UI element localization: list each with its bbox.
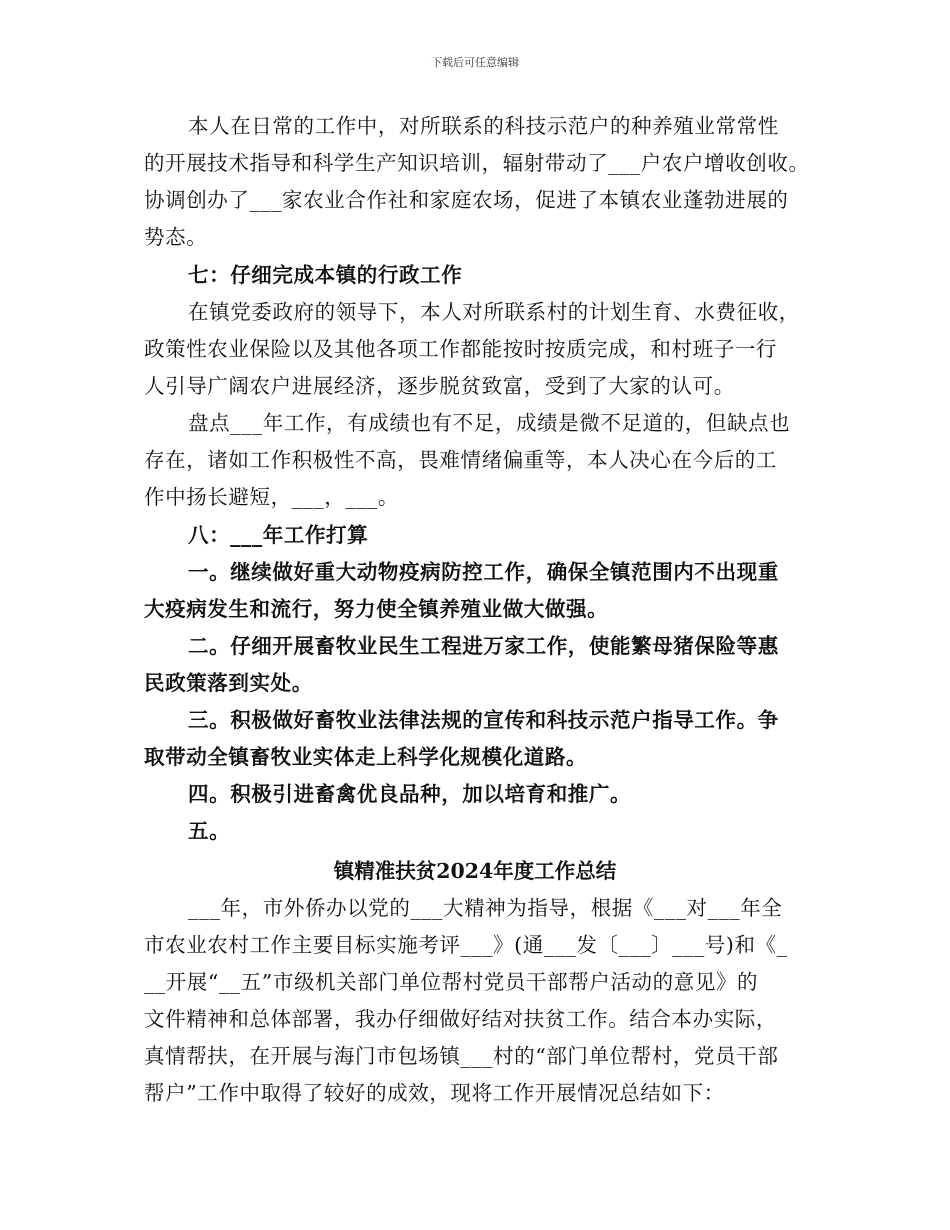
text-line: 势态。 xyxy=(144,225,208,249)
plan-item-line: 二。仔细开展畜牧业民生工程进万家工作，使能繁母猪保险等惠 xyxy=(188,634,779,658)
text-line: 协调创办了___家农业合作社和家庭农场，促进了本镇农业蓬勃进展的 xyxy=(144,188,789,212)
text-line: 盘点___年工作，有成绩也有不足，成绩是微不足道的，但缺点也 xyxy=(188,411,791,435)
plan-item-line: 取带动全镇畜牧业实体走上科学化规模化道路。 xyxy=(144,745,588,769)
text-line: 人引导广阔农户进展经济，逐步脱贫致富，受到了大家的认可。 xyxy=(144,374,735,398)
text-line: 本人在日常的工作中，对所联系的科技示范户的种养殖业常常性 xyxy=(188,114,779,138)
plan-item-line: 大疫病发生和流行，努力使全镇养殖业做大做强。 xyxy=(144,597,609,621)
plan-item-line: 民政策落到实处。 xyxy=(144,671,313,695)
document-title: 镇精准扶贫2024年度工作总结 xyxy=(333,859,617,883)
section-heading: 七：仔细完成本镇的行政工作 xyxy=(188,263,463,287)
text-line: 文件精神和总体部署，我办仔细做好结对扶贫工作。结合本办实际， xyxy=(144,1007,777,1031)
text-line: 真情帮扶，在开展与海门市包场镇___村的“部门单位帮村，党员干部 xyxy=(144,1044,779,1068)
plan-item-line: 三。积极做好畜牧业法律法规的宣传和科技示范户指导工作。争 xyxy=(188,708,779,732)
plan-item-line: 一。继续做好重大动物疫病防控工作，确保全镇范围内不出现重 xyxy=(188,560,779,584)
text-line: 市农业农村工作主要目标实施考评___》(通___发〔___〕___号)和《_ xyxy=(144,933,788,957)
text-line: 帮户”工作中取得了较好的成效，现将工作开展情况总结如下： xyxy=(144,1081,725,1105)
plan-item-line: 四。积极引进畜禽优良品种，加以培育和推广。 xyxy=(188,782,632,806)
text-line: __开展“__五”市级机关部门单位帮村党员干部帮户活动的意见》的 xyxy=(144,970,759,994)
page-header: 下载后可任意编辑 xyxy=(431,56,519,69)
text-line: 政策性农业保险以及其他各项工作都能按时按质完成，和村班子一行 xyxy=(144,337,777,361)
text-line: ___年，市外侨办以党的___大精神为指导，根据《___对___年全 xyxy=(188,896,783,920)
section-heading: 八：___年工作打算 xyxy=(188,523,369,547)
text-line: 在镇党委政府的领导下，本人对所联系村的计划生育、水费征收， xyxy=(188,300,800,324)
plan-item-line: 五。 xyxy=(188,819,231,843)
text-line: 的开展技术指导和科学生产知识培训，辐射带动了___户农户增收创收。 xyxy=(144,151,810,175)
text-line: 存在，诸如工作积极性不高，畏难情绪偏重等，本人决心在今后的工 xyxy=(144,448,777,472)
text-line: 作中扬长避短，___，___。 xyxy=(144,485,399,509)
